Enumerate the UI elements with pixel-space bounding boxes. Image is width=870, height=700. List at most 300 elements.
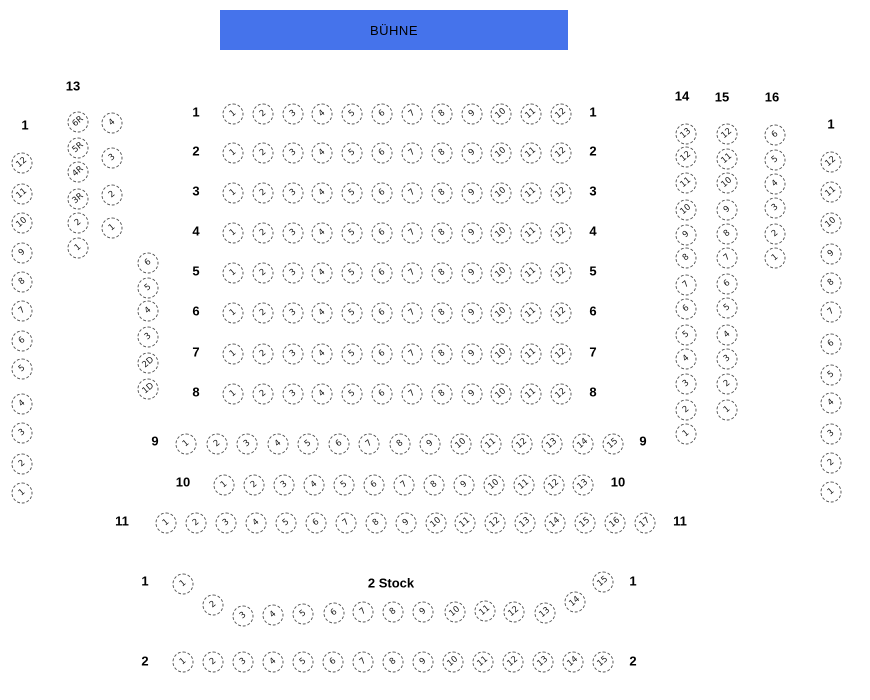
seat-row-10-1[interactable] xyxy=(214,475,235,496)
seat-side-left-1[interactable] xyxy=(12,483,33,504)
seat-row-5-12[interactable] xyxy=(551,263,572,284)
seat-row-11-13[interactable] xyxy=(515,513,536,534)
seat-section-14-6[interactable] xyxy=(676,299,697,320)
seat-stock-row-1-4[interactable] xyxy=(263,605,284,626)
seat-number: 2 xyxy=(680,404,692,416)
seat-section-14-8[interactable] xyxy=(676,248,697,269)
seat-number: 8 xyxy=(436,267,448,279)
seat-row-4-6[interactable] xyxy=(372,223,393,244)
seat-number: 11 xyxy=(523,106,539,122)
seat-side-right-5[interactable] xyxy=(821,365,842,386)
seat-row-9-4[interactable] xyxy=(268,434,289,455)
seat-side-left-8[interactable] xyxy=(12,272,33,293)
seat-row-7-10[interactable] xyxy=(491,344,512,365)
seat-stock-row-2-6[interactable] xyxy=(323,652,344,673)
seat-side-left-12[interactable] xyxy=(12,153,33,174)
seat-stock-row-2-8[interactable] xyxy=(383,652,404,673)
seat-section-16-3[interactable] xyxy=(765,198,786,219)
seat-section-14-4[interactable] xyxy=(676,349,697,370)
seat-side-right-3[interactable] xyxy=(821,424,842,445)
seat-row-3-3[interactable] xyxy=(283,183,304,204)
seat-row-5-6[interactable] xyxy=(372,263,393,284)
seat-side-right-1[interactable] xyxy=(821,482,842,503)
seat-side-right-7[interactable] xyxy=(821,302,842,323)
seat-row-5-9[interactable] xyxy=(462,263,483,284)
seat-row-7-9[interactable] xyxy=(462,344,483,365)
row-3-label-right: 3 xyxy=(589,183,597,199)
seat-number: 11 xyxy=(678,175,694,191)
seat-row-9-11[interactable] xyxy=(481,434,502,455)
seat-row-7-11[interactable] xyxy=(521,344,542,365)
seat-row-11-15[interactable] xyxy=(575,513,596,534)
seat-section-13-col-a-3R[interactable] xyxy=(68,189,89,210)
seat-stock-row-2-15[interactable] xyxy=(593,652,614,673)
seat-row-11-9[interactable] xyxy=(396,513,417,534)
seat-row-7-8[interactable] xyxy=(432,344,453,365)
seat-row-9-6[interactable] xyxy=(329,434,350,455)
seat-section-14-12[interactable] xyxy=(676,147,697,168)
seat-row-6-8[interactable] xyxy=(432,303,453,324)
seat-row-1-10[interactable] xyxy=(491,104,512,125)
seat-section-15-5[interactable] xyxy=(717,298,738,319)
seat-stock-row-2-10[interactable] xyxy=(443,652,464,673)
seat-row-2-4[interactable] xyxy=(312,143,333,164)
seat-row-11-14[interactable] xyxy=(545,513,566,534)
seat-row-5-5[interactable] xyxy=(342,263,363,284)
seat-row-6-11[interactable] xyxy=(521,303,542,324)
seat-section-15-10[interactable] xyxy=(717,173,738,194)
seat-number: 9 xyxy=(458,479,470,491)
seat-row-7-7[interactable] xyxy=(402,344,423,365)
seat-section-14-1[interactable] xyxy=(676,424,697,445)
seat-row-3-1[interactable] xyxy=(223,183,244,204)
seat-section-13-col-c-2D[interactable] xyxy=(138,353,159,374)
seat-section-15-4[interactable] xyxy=(717,325,738,346)
seat-section-15-1[interactable] xyxy=(717,400,738,421)
seat-stock-row-1-13[interactable] xyxy=(535,603,556,624)
seat-section-13-col-c-5[interactable] xyxy=(138,278,159,299)
seat-row-8-4[interactable] xyxy=(312,384,333,405)
seat-stock-row-1-9[interactable] xyxy=(413,602,434,623)
seat-stock-row-1-7[interactable] xyxy=(353,602,374,623)
seat-number: 12 xyxy=(678,149,694,165)
seat-row-5-4[interactable] xyxy=(312,263,333,284)
seat-row-7-2[interactable] xyxy=(253,344,274,365)
seat-stock-row-1-5[interactable] xyxy=(293,604,314,625)
seat-number: 7 xyxy=(406,147,418,159)
seat-row-1-8[interactable] xyxy=(432,104,453,125)
seat-stock-row-1-6[interactable] xyxy=(324,603,345,624)
seat-row-10-2[interactable] xyxy=(244,475,265,496)
seat-stock-row-1-11[interactable] xyxy=(475,601,496,622)
seat-row-7-5[interactable] xyxy=(342,344,363,365)
seat-number: 13 xyxy=(537,605,553,621)
seat-row-6-10[interactable] xyxy=(491,303,512,324)
seat-row-11-17[interactable] xyxy=(635,513,656,534)
seat-row-3-11[interactable] xyxy=(521,183,542,204)
seat-row-9-13[interactable] xyxy=(542,434,563,455)
seat-row-8-12[interactable] xyxy=(551,384,572,405)
seat-row-8-3[interactable] xyxy=(283,384,304,405)
seat-row-1-5[interactable] xyxy=(342,104,363,125)
seat-stock-row-1-3[interactable] xyxy=(233,606,254,627)
seat-row-4-4[interactable] xyxy=(312,223,333,244)
seat-section-13-col-a-5R[interactable] xyxy=(68,138,89,159)
seat-stock-row-2-13[interactable] xyxy=(533,652,554,673)
seat-row-9-7[interactable] xyxy=(359,434,380,455)
seat-row-10-8[interactable] xyxy=(424,475,445,496)
seat-section-15-2[interactable] xyxy=(717,374,738,395)
seat-number: 7 xyxy=(406,388,418,400)
seat-section-14-10[interactable] xyxy=(676,200,697,221)
seat-row-2-1[interactable] xyxy=(223,143,244,164)
seat-stock-row-2-12[interactable] xyxy=(503,652,524,673)
seat-section-14-3[interactable] xyxy=(676,374,697,395)
seat-row-1-3[interactable] xyxy=(283,104,304,125)
seat-row-11-3[interactable] xyxy=(216,513,237,534)
seat-number: 3 xyxy=(287,307,299,319)
seat-row-8-9[interactable] xyxy=(462,384,483,405)
seat-section-13-col-b-3[interactable] xyxy=(102,148,123,169)
seat-row-5-2[interactable] xyxy=(253,263,274,284)
seat-row-9-5[interactable] xyxy=(298,434,319,455)
seat-section-13-col-a-4R[interactable] xyxy=(68,162,89,183)
seat-row-11-5[interactable] xyxy=(276,513,297,534)
seat-number: 12 xyxy=(553,386,569,402)
seat-row-5-3[interactable] xyxy=(283,263,304,284)
seat-stock-row-2-2[interactable] xyxy=(203,652,224,673)
seat-number: 1 xyxy=(769,252,781,264)
seat-row-3-4[interactable] xyxy=(312,183,333,204)
seat-row-3-10[interactable] xyxy=(491,183,512,204)
seat-section-13-col-c-6[interactable] xyxy=(138,253,159,274)
seat-stock-row-1-2[interactable] xyxy=(203,595,224,616)
seat-number: 1 xyxy=(106,222,118,234)
seat-stock-row-2-4[interactable] xyxy=(263,652,284,673)
seat-stock-row-1-1[interactable] xyxy=(173,574,194,595)
seat-section-15-11[interactable] xyxy=(717,149,738,170)
seat-section-14-5[interactable] xyxy=(676,325,697,346)
seat-stock-row-1-14[interactable] xyxy=(565,592,586,613)
seat-number: 2 xyxy=(257,348,269,360)
seat-row-6-6[interactable] xyxy=(372,303,393,324)
seat-row-2-11[interactable] xyxy=(521,143,542,164)
seat-row-11-1[interactable] xyxy=(156,513,177,534)
seat-row-8-7[interactable] xyxy=(402,384,423,405)
seat-number: 11 xyxy=(483,436,499,452)
seat-row-1-11[interactable] xyxy=(521,104,542,125)
seat-number: 4R xyxy=(70,164,86,180)
seat-number: 10 xyxy=(453,436,469,452)
seat-stock-row-2-11[interactable] xyxy=(473,652,494,673)
seat-row-6-1[interactable] xyxy=(223,303,244,324)
seat-stock-row-2-7[interactable] xyxy=(353,652,374,673)
seat-row-2-5[interactable] xyxy=(342,143,363,164)
seat-number: 3 xyxy=(287,108,299,120)
seat-section-14-11[interactable] xyxy=(676,173,697,194)
seat-side-left-6[interactable] xyxy=(12,331,33,352)
seat-row-9-14[interactable] xyxy=(573,434,594,455)
seat-side-right-4[interactable] xyxy=(821,393,842,414)
seat-row-11-12[interactable] xyxy=(485,513,506,534)
seat-number: 7 xyxy=(357,606,369,618)
seat-side-left-4[interactable] xyxy=(12,394,33,415)
seat-row-9-15[interactable] xyxy=(603,434,624,455)
seat-side-right-12[interactable] xyxy=(821,152,842,173)
seat-row-11-10[interactable] xyxy=(426,513,447,534)
seat-row-2-8[interactable] xyxy=(432,143,453,164)
seat-stock-row-2-14[interactable] xyxy=(563,652,584,673)
seat-row-10-12[interactable] xyxy=(544,475,565,496)
seat-row-4-9[interactable] xyxy=(462,223,483,244)
seat-row-1-12[interactable] xyxy=(551,104,572,125)
seat-number: 9 xyxy=(466,348,478,360)
seat-number: 15 xyxy=(595,654,611,670)
seat-row-3-5[interactable] xyxy=(342,183,363,204)
seat-section-13-col-a-6R[interactable] xyxy=(68,112,89,133)
seat-row-10-3[interactable] xyxy=(274,475,295,496)
seat-number: 4 xyxy=(316,348,328,360)
seat-row-6-2[interactable] xyxy=(253,303,274,324)
seat-section-15-8[interactable] xyxy=(717,224,738,245)
seat-row-11-11[interactable] xyxy=(455,513,476,534)
seat-section-13-col-b-1[interactable] xyxy=(102,218,123,239)
seat-number: 2 xyxy=(721,378,733,390)
seat-row-7-12[interactable] xyxy=(551,344,572,365)
seat-number: 9 xyxy=(466,187,478,199)
seat-row-1-7[interactable] xyxy=(402,104,423,125)
seat-number: 5 xyxy=(769,154,781,166)
seat-row-2-3[interactable] xyxy=(283,143,304,164)
seat-number: 12 xyxy=(546,477,562,493)
seat-row-10-9[interactable] xyxy=(454,475,475,496)
seat-row-9-1[interactable] xyxy=(176,434,197,455)
seat-number: 1 xyxy=(16,487,28,499)
seat-row-11-8[interactable] xyxy=(366,513,387,534)
seat-row-8-2[interactable] xyxy=(253,384,274,405)
seat-section-15-12[interactable] xyxy=(717,124,738,145)
seat-row-1-1[interactable] xyxy=(223,104,244,125)
seat-section-15-3[interactable] xyxy=(717,349,738,370)
seat-section-13-col-a-2[interactable] xyxy=(68,213,89,234)
seat-number: 12 xyxy=(14,155,30,171)
seat-number: 4 xyxy=(680,353,692,365)
seat-section-15-7[interactable] xyxy=(717,248,738,269)
seat-side-right-8[interactable] xyxy=(821,273,842,294)
seat-section-13-col-c-3[interactable] xyxy=(138,327,159,348)
seat-number: 12 xyxy=(514,436,530,452)
seat-row-8-8[interactable] xyxy=(432,384,453,405)
seat-row-8-10[interactable] xyxy=(491,384,512,405)
seat-section-15-9[interactable] xyxy=(717,200,738,221)
seat-row-6-5[interactable] xyxy=(342,303,363,324)
seat-number: 1 xyxy=(218,479,230,491)
seat-row-1-9[interactable] xyxy=(462,104,483,125)
seat-number: 4 xyxy=(316,108,328,120)
seat-row-10-13[interactable] xyxy=(573,475,594,496)
seat-stock-row-1-8[interactable] xyxy=(383,602,404,623)
seat-section-14-7[interactable] xyxy=(676,275,697,296)
seat-row-9-9[interactable] xyxy=(420,434,441,455)
seat-row-7-1[interactable] xyxy=(223,344,244,365)
seat-side-right-9[interactable] xyxy=(821,244,842,265)
seat-row-6-7[interactable] xyxy=(402,303,423,324)
seat-number: 9 xyxy=(721,204,733,216)
seat-row-6-12[interactable] xyxy=(551,303,572,324)
seat-number: 5 xyxy=(346,348,358,360)
seat-row-2-2[interactable] xyxy=(253,143,274,164)
seat-row-4-1[interactable] xyxy=(223,223,244,244)
seat-number: 1 xyxy=(160,517,172,529)
seat-row-10-5[interactable] xyxy=(334,475,355,496)
seat-row-8-1[interactable] xyxy=(223,384,244,405)
stock-row-1-label-left: 1 xyxy=(141,573,149,589)
seat-section-13-col-b-2[interactable] xyxy=(102,185,123,206)
seat-number: 2 xyxy=(16,458,28,470)
seat-row-11-7[interactable] xyxy=(336,513,357,534)
seat-row-4-10[interactable] xyxy=(491,223,512,244)
seat-number: 8 xyxy=(436,307,448,319)
seat-row-5-1[interactable] xyxy=(223,263,244,284)
seat-section-13-col-c-1D[interactable] xyxy=(138,379,159,400)
seat-row-8-11[interactable] xyxy=(521,384,542,405)
seat-section-13-col-c-4[interactable] xyxy=(138,301,159,322)
seat-row-7-4[interactable] xyxy=(312,344,333,365)
seat-row-11-4[interactable] xyxy=(246,513,267,534)
seat-row-10-10[interactable] xyxy=(484,475,505,496)
seat-side-left-2[interactable] xyxy=(12,454,33,475)
seat-row-1-4[interactable] xyxy=(312,104,333,125)
seat-side-left-5[interactable] xyxy=(12,359,33,380)
seat-row-6-9[interactable] xyxy=(462,303,483,324)
seat-number: 2 xyxy=(248,479,260,491)
seat-number: 4 xyxy=(721,329,733,341)
seat-row-1-6[interactable] xyxy=(372,104,393,125)
seat-side-right-6[interactable] xyxy=(821,334,842,355)
seat-side-left-7[interactable] xyxy=(12,301,33,322)
seat-row-4-5[interactable] xyxy=(342,223,363,244)
seat-section-16-1[interactable] xyxy=(765,248,786,269)
seat-section-16-4[interactable] xyxy=(765,174,786,195)
seat-row-3-7[interactable] xyxy=(402,183,423,204)
seat-row-8-5[interactable] xyxy=(342,384,363,405)
seat-side-right-11[interactable] xyxy=(821,182,842,203)
seat-row-4-12[interactable] xyxy=(551,223,572,244)
seat-number: 5 xyxy=(346,388,358,400)
seat-number: 13 xyxy=(544,436,560,452)
seat-section-16-2[interactable] xyxy=(765,224,786,245)
seat-number: 8 xyxy=(721,228,733,240)
seat-section-14-13[interactable] xyxy=(676,124,697,145)
seat-row-2-9[interactable] xyxy=(462,143,483,164)
seat-number: 5 xyxy=(338,479,350,491)
seat-side-left-11[interactable] xyxy=(12,184,33,205)
seat-number: 6 xyxy=(310,517,322,529)
seat-stock-row-1-10[interactable] xyxy=(445,602,466,623)
seat-section-13-col-b-4[interactable] xyxy=(102,113,123,134)
seat-number: 4 xyxy=(769,178,781,190)
seat-number: 12 xyxy=(719,126,735,142)
seat-row-9-8[interactable] xyxy=(390,434,411,455)
seat-number: 3 xyxy=(680,378,692,390)
seat-row-10-4[interactable] xyxy=(304,475,325,496)
seat-row-9-10[interactable] xyxy=(451,434,472,455)
seat-row-2-12[interactable] xyxy=(551,143,572,164)
seat-number: 1 xyxy=(177,656,189,668)
seat-row-4-2[interactable] xyxy=(253,223,274,244)
seat-number: 1 xyxy=(227,307,239,319)
seat-section-16-5[interactable] xyxy=(765,150,786,171)
seat-row-6-4[interactable] xyxy=(312,303,333,324)
seat-row-5-7[interactable] xyxy=(402,263,423,284)
seat-row-3-8[interactable] xyxy=(432,183,453,204)
seat-row-2-6[interactable] xyxy=(372,143,393,164)
seat-row-2-10[interactable] xyxy=(491,143,512,164)
seat-row-3-12[interactable] xyxy=(551,183,572,204)
seat-section-13-col-a-1[interactable] xyxy=(68,238,89,259)
seat-row-4-11[interactable] xyxy=(521,223,542,244)
seat-row-11-2[interactable] xyxy=(186,513,207,534)
seat-number: 5 xyxy=(302,438,314,450)
seat-side-left-10[interactable] xyxy=(12,213,33,234)
seat-section-15-6[interactable] xyxy=(717,274,738,295)
seat-row-10-7[interactable] xyxy=(394,475,415,496)
seat-side-right-2[interactable] xyxy=(821,453,842,474)
seat-row-3-9[interactable] xyxy=(462,183,483,204)
seat-section-16-6[interactable] xyxy=(765,125,786,146)
seat-row-5-11[interactable] xyxy=(521,263,542,284)
seat-row-3-2[interactable] xyxy=(253,183,274,204)
seat-row-10-6[interactable] xyxy=(364,475,385,496)
seat-number: 2D xyxy=(140,355,156,371)
seat-row-4-7[interactable] xyxy=(402,223,423,244)
seat-row-11-16[interactable] xyxy=(605,513,626,534)
seat-row-4-8[interactable] xyxy=(432,223,453,244)
seat-row-9-2[interactable] xyxy=(207,434,228,455)
seat-stock-row-1-15[interactable] xyxy=(593,572,614,593)
seat-row-1-2[interactable] xyxy=(253,104,274,125)
seat-section-14-2[interactable] xyxy=(676,400,697,421)
seat-number: 1 xyxy=(227,147,239,159)
row-8-label-right: 8 xyxy=(589,384,597,400)
seat-stock-row-2-5[interactable] xyxy=(293,652,314,673)
seat-row-4-3[interactable] xyxy=(283,223,304,244)
seat-row-6-3[interactable] xyxy=(283,303,304,324)
seat-row-11-6[interactable] xyxy=(306,513,327,534)
seat-side-left-3[interactable] xyxy=(12,423,33,444)
seat-row-7-3[interactable] xyxy=(283,344,304,365)
seat-number: 8 xyxy=(825,277,837,289)
seat-side-right-10[interactable] xyxy=(821,213,842,234)
seat-section-14-9[interactable] xyxy=(676,225,697,246)
seat-row-3-6[interactable] xyxy=(372,183,393,204)
seat-side-left-9[interactable] xyxy=(12,243,33,264)
seat-number: 6 xyxy=(376,147,388,159)
seat-stock-row-2-9[interactable] xyxy=(413,652,434,673)
seat-stock-row-2-3[interactable] xyxy=(233,652,254,673)
seat-row-9-12[interactable] xyxy=(512,434,533,455)
seat-stock-row-2-1[interactable] xyxy=(173,652,194,673)
seat-row-5-10[interactable] xyxy=(491,263,512,284)
seat-number: 3 xyxy=(237,610,249,622)
seat-row-7-6[interactable] xyxy=(372,344,393,365)
seat-row-10-11[interactable] xyxy=(514,475,535,496)
seat-row-8-6[interactable] xyxy=(372,384,393,405)
seat-stock-row-1-12[interactable] xyxy=(504,602,525,623)
seat-row-2-7[interactable] xyxy=(402,143,423,164)
seat-row-9-3[interactable] xyxy=(237,434,258,455)
seat-row-5-8[interactable] xyxy=(432,263,453,284)
